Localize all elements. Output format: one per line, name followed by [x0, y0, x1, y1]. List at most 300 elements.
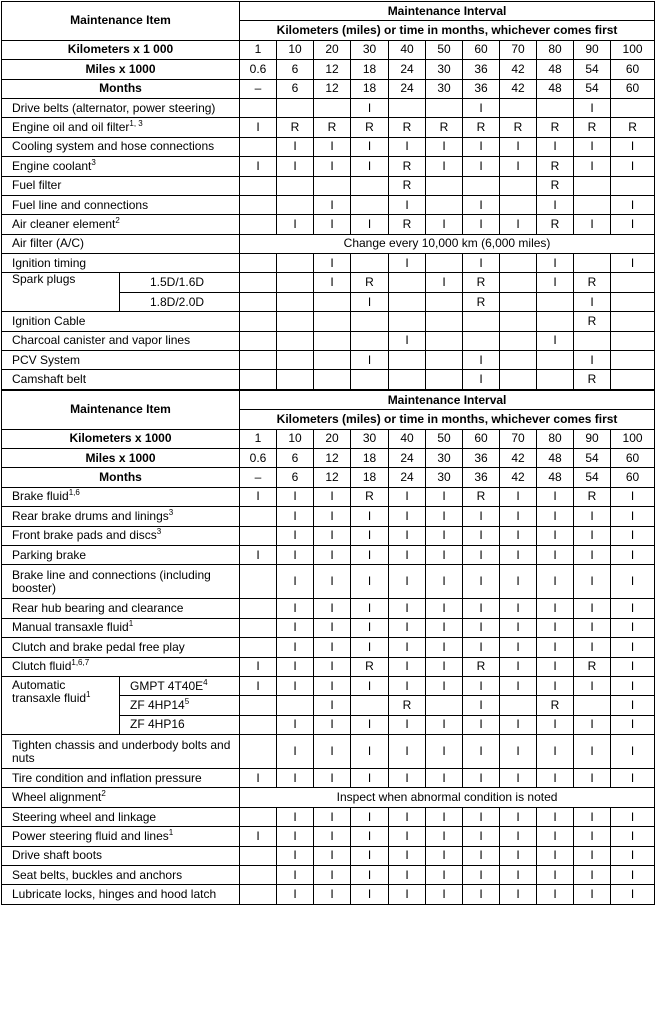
interval-cell: I: [240, 157, 277, 176]
interval-cell: R: [463, 487, 500, 506]
interval-cell: [611, 98, 655, 117]
interval-cell: R: [463, 292, 500, 311]
interval-cell: I: [537, 769, 574, 788]
interval-cell: I: [611, 807, 655, 826]
interval-cell: I: [389, 526, 426, 545]
maintenance-row: [2, 157, 655, 176]
months-row-label: Months: [2, 79, 240, 98]
interval-cell: I: [574, 807, 611, 826]
miles-row-value: 18: [351, 448, 389, 467]
interval-cell: I: [426, 545, 463, 564]
interval-cell: [426, 176, 463, 195]
interval-cell: I: [574, 292, 611, 311]
interval-cell: I: [314, 735, 351, 769]
interval-cell: I: [611, 676, 655, 695]
item-label: [2, 98, 240, 117]
interval-cell: [574, 195, 611, 214]
interval-cell: I: [574, 885, 611, 904]
interval-cell: [426, 370, 463, 390]
item-label-text: Cooling system and hose connections: [12, 139, 215, 154]
interval-cell: I: [389, 599, 426, 618]
interval-cell: [314, 176, 351, 195]
interval-cell: I: [240, 676, 277, 695]
interval-cell: [611, 176, 655, 195]
interval-cell: R: [574, 273, 611, 292]
interval-cell: I: [426, 827, 463, 846]
interval-cell: [426, 331, 463, 350]
interval-cell: I: [537, 676, 574, 695]
interval-cell: [240, 735, 277, 769]
interval-subtitle: Kilometers (miles) or time in months, whichever comes first: [240, 410, 655, 429]
interval-cell: I: [463, 565, 500, 599]
interval-cell: [240, 885, 277, 904]
interval-cell: I: [314, 618, 351, 637]
interval-note: Inspect when abnormal condition is noted: [240, 788, 655, 807]
interval-cell: I: [463, 98, 500, 117]
interval-cell: [240, 331, 277, 350]
interval-cell: I: [463, 545, 500, 564]
interval-cell: [240, 807, 277, 826]
maintenance-row: [2, 370, 655, 390]
interval-cell: [240, 195, 277, 214]
miles-row-value: 30: [426, 60, 463, 79]
interval-cell: [574, 176, 611, 195]
interval-cell: R: [389, 176, 426, 195]
interval-cell: I: [537, 545, 574, 564]
interval-cell: R: [389, 696, 426, 715]
interval-cell: I: [240, 487, 277, 506]
interval-cell: I: [611, 657, 655, 676]
interval-cell: I: [611, 565, 655, 599]
interval-cell: I: [240, 657, 277, 676]
interval-cell: I: [314, 769, 351, 788]
maintenance-table: [1, 1, 655, 905]
item-variant-text: ZF 4HP16: [130, 717, 185, 732]
interval-cell: I: [537, 735, 574, 769]
miles-row-value: 48: [537, 60, 574, 79]
maintenance-row: [2, 565, 655, 599]
interval-cell: I: [611, 215, 655, 234]
miles-row-value: 36: [463, 448, 500, 467]
miles-row: [2, 60, 655, 79]
interval-cell: I: [389, 195, 426, 214]
interval-cell: [537, 312, 574, 331]
interval-cell: [537, 292, 574, 311]
interval-cell: I: [537, 254, 574, 273]
interval-cell: I: [351, 507, 389, 526]
footnote-ref: 1,6,7: [71, 658, 90, 668]
km-row-value: 60: [463, 40, 500, 59]
item-label-text: Tire condition and inflation pressure: [12, 770, 202, 785]
interval-cell: [314, 292, 351, 311]
interval-cell: I: [500, 827, 537, 846]
footnote-ref: 1: [86, 689, 91, 699]
interval-cell: [426, 254, 463, 273]
interval-cell: I: [463, 846, 500, 865]
interval-cell: I: [351, 827, 389, 846]
interval-cell: [426, 98, 463, 117]
months-row-value: 30: [426, 79, 463, 98]
item-label-text: Parking brake: [12, 547, 87, 562]
maintenance-item-header: Maintenance Item: [2, 390, 240, 429]
interval-cell: [426, 312, 463, 331]
interval-cell: I: [537, 866, 574, 885]
interval-cell: I: [500, 846, 537, 865]
item-label-text: Camshaft belt: [12, 372, 87, 387]
item-label-text: Air filter (A/C): [12, 236, 84, 251]
interval-cell: [277, 370, 314, 390]
interval-cell: I: [611, 696, 655, 715]
item-label-text: Fuel line and connections: [12, 197, 149, 212]
interval-cell: R: [500, 118, 537, 137]
interval-cell: [240, 176, 277, 195]
interval-cell: I: [611, 137, 655, 156]
footnote-ref: 1: [128, 619, 134, 629]
interval-cell: I: [277, 545, 314, 564]
interval-cell: I: [500, 866, 537, 885]
km-row: [2, 429, 655, 448]
interval-cell: I: [574, 638, 611, 657]
item-label-text: Brake fluid: [12, 489, 69, 504]
km-row-value: 80: [537, 40, 574, 59]
maintenance-row: [2, 827, 655, 846]
interval-cell: I: [314, 827, 351, 846]
interval-cell: I: [574, 866, 611, 885]
interval-cell: R: [537, 118, 574, 137]
miles-row-value: 24: [389, 60, 426, 79]
interval-cell: I: [500, 735, 537, 769]
interval-cell: I: [351, 98, 389, 117]
km-row-value: 30: [351, 40, 389, 59]
interval-cell: I: [277, 676, 314, 695]
interval-cell: I: [500, 487, 537, 506]
item-label: [2, 618, 240, 637]
km-row-value: 20: [314, 429, 351, 448]
km-row-value: 70: [500, 40, 537, 59]
footnote-ref: 1,6: [68, 488, 80, 498]
item-label-text: Tighten chassis and underbody bolts and nuts: [12, 737, 231, 765]
interval-cell: I: [537, 827, 574, 846]
interval-cell: I: [463, 526, 500, 545]
interval-cell: I: [277, 507, 314, 526]
km-row-label: Kilometers x 1 000: [2, 40, 240, 59]
footnote-ref: 3: [156, 527, 162, 537]
interval-cell: [389, 273, 426, 292]
item-variant-text: ZF 4HP14: [130, 697, 185, 712]
interval-cell: I: [463, 215, 500, 234]
interval-cell: I: [351, 866, 389, 885]
interval-cell: I: [277, 715, 314, 734]
interval-cell: R: [574, 370, 611, 390]
item-label-text: PCV System: [12, 352, 81, 367]
interval-cell: I: [351, 846, 389, 865]
interval-cell: I: [389, 735, 426, 769]
interval-cell: I: [389, 715, 426, 734]
interval-cell: [277, 195, 314, 214]
interval-cell: I: [314, 157, 351, 176]
interval-cell: I: [500, 676, 537, 695]
interval-cell: [500, 370, 537, 390]
months-row-value: –: [240, 468, 277, 487]
interval-cell: I: [537, 807, 574, 826]
interval-cell: [537, 370, 574, 390]
maintenance-row: [2, 487, 655, 506]
interval-cell: I: [500, 657, 537, 676]
interval-cell: I: [351, 157, 389, 176]
item-label-text: Air cleaner element: [12, 216, 116, 231]
interval-cell: I: [611, 769, 655, 788]
interval-cell: I: [240, 545, 277, 564]
interval-cell: I: [277, 599, 314, 618]
interval-cell: I: [500, 565, 537, 599]
item-label-text: Manual transaxle fluid: [12, 620, 129, 635]
months-row-value: 36: [463, 79, 500, 98]
months-row-value: 24: [389, 79, 426, 98]
interval-cell: I: [463, 507, 500, 526]
interval-cell: [389, 312, 426, 331]
interval-cell: I: [351, 545, 389, 564]
miles-row-value: 6: [277, 448, 314, 467]
interval-cell: I: [463, 157, 500, 176]
interval-cell: R: [463, 657, 500, 676]
interval-cell: [277, 312, 314, 331]
item-label: [2, 273, 120, 312]
interval-cell: I: [240, 118, 277, 137]
item-label: [2, 351, 240, 370]
header-row: [2, 2, 655, 21]
months-row-value: 6: [277, 468, 314, 487]
maintenance-row: [2, 676, 655, 695]
interval-cell: I: [351, 715, 389, 734]
item-label: [2, 846, 240, 865]
interval-cell: I: [426, 526, 463, 545]
interval-cell: I: [389, 507, 426, 526]
interval-cell: [500, 273, 537, 292]
item-variant-text: GMPT 4T40E: [130, 678, 204, 693]
interval-cell: I: [277, 866, 314, 885]
interval-cell: I: [426, 715, 463, 734]
interval-cell: I: [500, 507, 537, 526]
months-row-value: 18: [351, 468, 389, 487]
item-label: [2, 507, 240, 526]
interval-cell: I: [277, 735, 314, 769]
km-row-value: 50: [426, 429, 463, 448]
maintenance-row: [2, 234, 655, 253]
interval-cell: I: [351, 807, 389, 826]
interval-cell: R: [574, 487, 611, 506]
interval-cell: [426, 292, 463, 311]
interval-cell: I: [500, 526, 537, 545]
interval-cell: I: [463, 370, 500, 390]
maintenance-row: [2, 807, 655, 826]
interval-cell: I: [426, 618, 463, 637]
item-label: [2, 827, 240, 846]
item-label-text: Brake line and connections (including booster): [12, 567, 211, 595]
interval-cell: [426, 351, 463, 370]
interval-cell: I: [426, 487, 463, 506]
interval-cell: [611, 370, 655, 390]
footnote-ref: 1, 3: [129, 119, 143, 129]
interval-cell: [389, 292, 426, 311]
km-row-value: 70: [500, 429, 537, 448]
interval-cell: I: [463, 735, 500, 769]
item-variant: 1.5D/1.6D: [120, 273, 240, 292]
item-label-text: Seat belts, buckles and anchors: [12, 867, 183, 882]
interval-cell: I: [240, 827, 277, 846]
interval-cell: [240, 370, 277, 390]
interval-cell: I: [314, 676, 351, 695]
interval-cell: I: [500, 715, 537, 734]
item-label: [2, 312, 240, 331]
footnote-ref: 3: [91, 157, 96, 167]
miles-row: [2, 448, 655, 467]
interval-cell: R: [537, 176, 574, 195]
interval-cell: I: [426, 657, 463, 676]
km-row-value: 100: [611, 40, 655, 59]
interval-cell: [240, 715, 277, 734]
months-row-value: 30: [426, 468, 463, 487]
maintenance-row: [2, 195, 655, 214]
interval-cell: I: [463, 351, 500, 370]
interval-cell: R: [351, 487, 389, 506]
interval-cell: R: [314, 118, 351, 137]
interval-cell: [314, 331, 351, 350]
interval-cell: I: [314, 599, 351, 618]
interval-cell: R: [537, 215, 574, 234]
interval-cell: I: [426, 215, 463, 234]
interval-cell: I: [463, 254, 500, 273]
item-variant: [120, 715, 240, 734]
miles-row-value: 54: [574, 60, 611, 79]
interval-cell: I: [500, 545, 537, 564]
interval-cell: [314, 312, 351, 331]
interval-cell: [240, 638, 277, 657]
interval-cell: I: [277, 157, 314, 176]
maintenance-interval-header: Maintenance Interval: [240, 390, 655, 410]
item-label-text: Automatic transaxle fluid: [12, 677, 87, 705]
item-label-text: Steering wheel and linkage: [12, 809, 157, 824]
months-row-value: 48: [537, 468, 574, 487]
interval-cell: I: [351, 638, 389, 657]
interval-cell: [277, 292, 314, 311]
interval-cell: I: [389, 331, 426, 350]
maintenance-row: [2, 769, 655, 788]
item-label: [2, 676, 120, 734]
item-label-text: Lubricate locks, hinges and hood latch: [12, 887, 217, 902]
interval-cell: I: [500, 599, 537, 618]
maintenance-table-body: [2, 2, 655, 905]
maintenance-item-header: Maintenance Item: [2, 2, 240, 41]
maintenance-row: [2, 331, 655, 350]
interval-cell: I: [537, 331, 574, 350]
interval-cell: I: [314, 657, 351, 676]
footnote-ref: 1: [168, 827, 174, 837]
interval-cell: I: [314, 215, 351, 234]
interval-cell: I: [389, 676, 426, 695]
interval-cell: [240, 696, 277, 715]
interval-cell: I: [500, 769, 537, 788]
interval-cell: [426, 696, 463, 715]
interval-cell: I: [611, 885, 655, 904]
interval-cell: I: [537, 507, 574, 526]
interval-cell: I: [574, 545, 611, 564]
interval-cell: [500, 254, 537, 273]
item-label-text: Spark plugs: [12, 272, 76, 287]
miles-row-value: 60: [611, 60, 655, 79]
interval-cell: [500, 351, 537, 370]
interval-cell: I: [611, 827, 655, 846]
interval-cell: I: [426, 565, 463, 599]
km-row-value: 50: [426, 40, 463, 59]
interval-cell: R: [574, 118, 611, 137]
interval-cell: I: [426, 273, 463, 292]
miles-row-label: Miles x 1000: [2, 448, 240, 467]
interval-cell: R: [351, 657, 389, 676]
interval-cell: [240, 846, 277, 865]
maintenance-schedule: [1, 1, 654, 905]
interval-cell: I: [574, 157, 611, 176]
interval-cell: I: [314, 846, 351, 865]
interval-cell: I: [277, 769, 314, 788]
interval-cell: [277, 98, 314, 117]
interval-cell: I: [463, 827, 500, 846]
interval-cell: [314, 351, 351, 370]
interval-cell: I: [426, 157, 463, 176]
months-row-value: 60: [611, 468, 655, 487]
maintenance-row: [2, 312, 655, 331]
interval-cell: I: [351, 676, 389, 695]
interval-cell: I: [426, 507, 463, 526]
interval-cell: I: [426, 885, 463, 904]
interval-cell: [389, 98, 426, 117]
maintenance-row: [2, 638, 655, 657]
interval-cell: R: [574, 312, 611, 331]
interval-cell: I: [389, 487, 426, 506]
interval-cell: [389, 351, 426, 370]
interval-cell: [463, 176, 500, 195]
interval-cell: I: [500, 618, 537, 637]
maintenance-row: [2, 599, 655, 618]
interval-cell: [500, 312, 537, 331]
interval-cell: I: [611, 599, 655, 618]
interval-cell: I: [537, 618, 574, 637]
interval-cell: I: [314, 273, 351, 292]
months-row-value: 60: [611, 79, 655, 98]
interval-cell: I: [574, 676, 611, 695]
interval-cell: [240, 866, 277, 885]
interval-cell: [240, 351, 277, 370]
interval-cell: I: [537, 137, 574, 156]
interval-cell: I: [389, 254, 426, 273]
months-row-value: 24: [389, 468, 426, 487]
maintenance-row: [2, 788, 655, 807]
miles-row-value: 12: [314, 60, 351, 79]
item-label: [2, 331, 240, 350]
interval-cell: I: [611, 195, 655, 214]
interval-cell: I: [389, 827, 426, 846]
interval-cell: I: [537, 599, 574, 618]
interval-cell: I: [351, 735, 389, 769]
item-label: [2, 788, 240, 807]
interval-cell: I: [463, 195, 500, 214]
km-row-value: 40: [389, 429, 426, 448]
interval-cell: [351, 696, 389, 715]
interval-cell: [240, 98, 277, 117]
footnote-ref: 3: [168, 507, 174, 517]
item-label-text: Fuel filter: [12, 178, 62, 193]
maintenance-row: [2, 118, 655, 137]
interval-cell: [611, 312, 655, 331]
